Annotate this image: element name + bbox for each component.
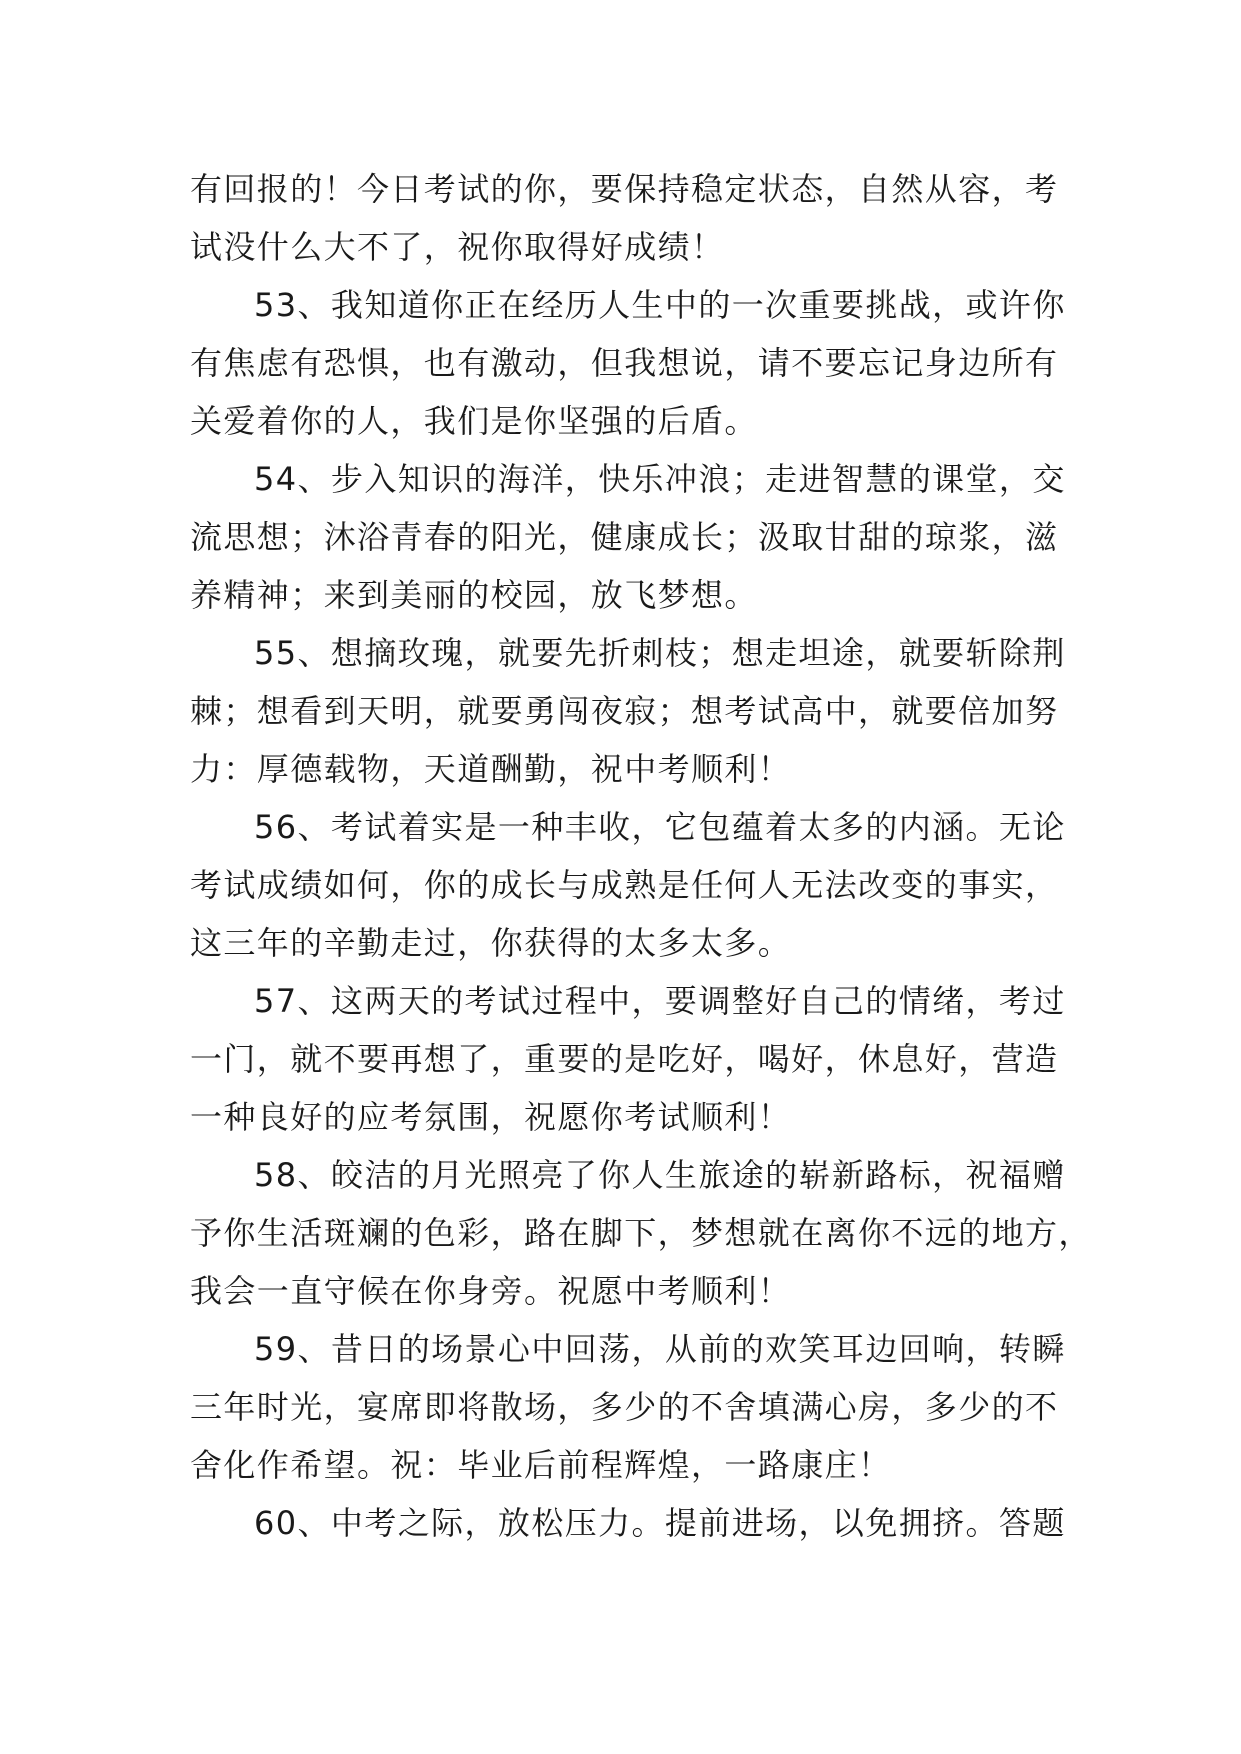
- paragraph-start-55: 55、想摘玫瑰，就要先折刺枝；想走坦途，就要斩除荆: [254, 634, 1066, 672]
- text-line: 关爱着你的人，我们是你坚强的后盾。: [190, 402, 758, 440]
- text-line: 这三年的辛勤走过，你获得的太多太多。: [190, 924, 792, 962]
- paragraph-start-60: 60、中考之际，放松压力。提前进场，以免拥挤。答题: [254, 1504, 1066, 1542]
- text-line: 有焦虑有恐惧，也有激动，但我想说，请不要忘记身边所有: [190, 344, 1059, 382]
- text-line: 三年时光，宴席即将散场，多少的不舍填满心房，多少的不: [190, 1388, 1059, 1426]
- paragraph-start-56: 56、考试着实是一种丰收，它包蕴着太多的内涵。无论: [254, 808, 1066, 846]
- text-line: 予你生活斑斓的色彩，路在脚下，梦想就在离你不远的地方，: [190, 1214, 1092, 1252]
- text-line: 流思想；沐浴青春的阳光，健康成长；汲取甘甜的琼浆，滋: [190, 518, 1059, 556]
- text-line: 舍化作希望。祝：毕业后前程辉煌，一路康庄！: [190, 1446, 892, 1484]
- text-line: 有回报的！今日考试的你，要保持稳定状态，自然从容，考: [190, 170, 1059, 208]
- text-line: 试没什么大不了，祝你取得好成绩！: [190, 228, 725, 266]
- text-line: 考试成绩如何，你的成长与成熟是任何人无法改变的事实，: [190, 866, 1059, 904]
- document-body: [190, 160, 1092, 1552]
- text-line: 一种良好的应考氛围，祝愿你考试顺利！: [190, 1098, 792, 1136]
- paragraph-start-57: 57、这两天的考试过程中，要调整好自己的情绪，考过: [254, 982, 1066, 1020]
- text-line: 一门，就不要再想了，重要的是吃好，喝好，休息好，营造: [190, 1040, 1059, 1078]
- text-line: 力：厚德载物，天道酬勤，祝中考顺利！: [190, 750, 792, 788]
- text-line: 我会一直守候在你身旁。祝愿中考顺利！: [190, 1272, 792, 1310]
- text-line: 养精神；来到美丽的校园，放飞梦想。: [190, 576, 758, 614]
- text-line: 棘；想看到天明，就要勇闯夜寂；想考试高中，就要倍加努: [190, 692, 1059, 730]
- paragraph-start-59: 59、昔日的场景心中回荡，从前的欢笑耳边回响，转瞬: [254, 1330, 1066, 1368]
- paragraph-start-53: 53、我知道你正在经历人生中的一次重要挑战，或许你: [254, 286, 1066, 324]
- paragraph-start-58: 58、皎洁的月光照亮了你人生旅途的崭新路标，祝福赠: [254, 1156, 1066, 1194]
- paragraph-start-54: 54、步入知识的海洋，快乐冲浪；走进智慧的课堂，交: [254, 460, 1066, 498]
